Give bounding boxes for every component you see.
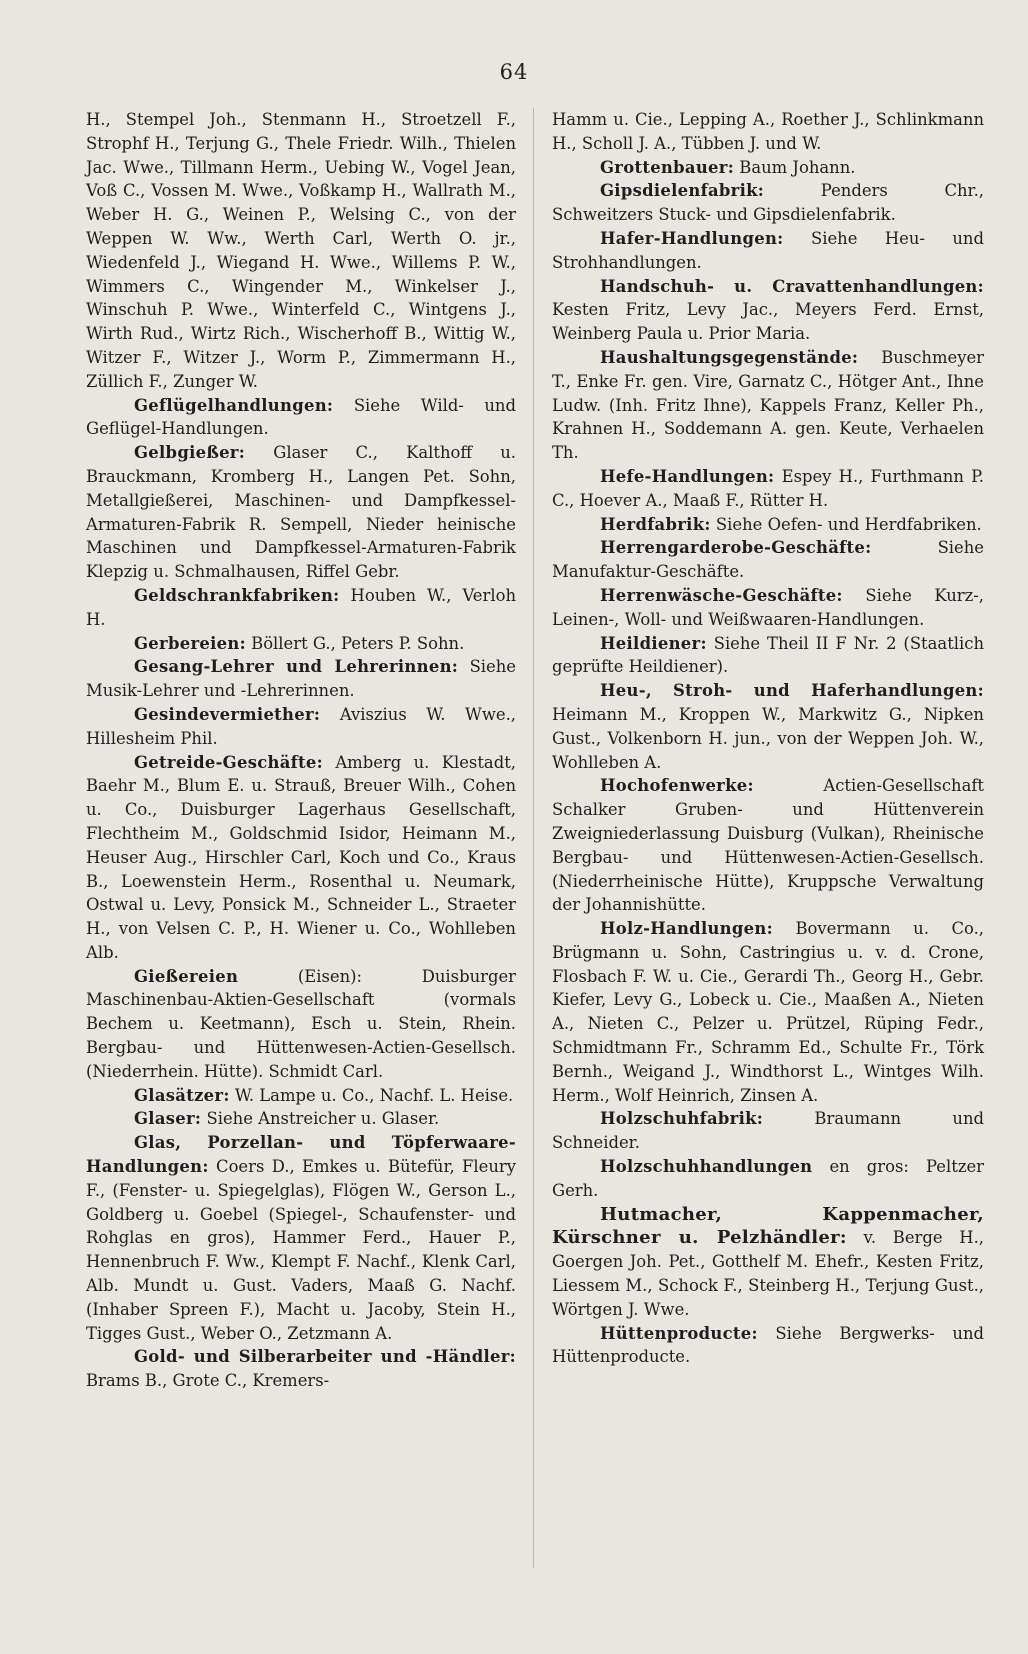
entry-body: Siehe Wild- und Geflügel-Handlungen. xyxy=(86,395,516,439)
entry-body: Coers D., Emkes u. Bütefür, Fleury F., (Fenster- u. Spiegelglas), Flögen W., Gerson L., Goldberg u. Goebel (Spiegel-, Schaufenster- und Rohglas en gros), Hammer Ferd., Hauer P., Hennenbruch F. Ww., Klempt F. Nachf., Klenk Carl, Alb. Mundt u. Gust. Vaders, Maaß G. Nachf. (Inhaber Spreen F.), Macht u. Jacoby, Stein H., Tigges Gust., Weber O., Zetzmann A. xyxy=(86,1157,516,1343)
entry-body: Brams B., Grote C., Kremers- xyxy=(86,1371,330,1391)
entry-body: Heimann M., Kroppen W., Markwitz G., Nipken Gust., Volkenborn H. jun., von der Weppen Joh. W., Wohlleben A. xyxy=(552,704,984,772)
directory-entry xyxy=(552,632,984,680)
entry-heading: Heu-, Stroh- und Haferhandlungen: xyxy=(600,681,984,701)
entry-body: Espey H., Furthmann P. C., Hoever A., Maaß F., Rütter H. xyxy=(552,466,984,510)
directory-entry xyxy=(86,108,516,394)
entry-heading: Hutmacher, Kappenmacher, Kürschner u. Pelzhändler: xyxy=(552,1203,984,1249)
directory-entry xyxy=(86,394,516,442)
entry-heading: Hüttenproducte: xyxy=(600,1323,758,1343)
entry-heading: Hefe-Handlungen: xyxy=(600,466,775,486)
entry-body: Penders Chr., Schweitzers Stuck- und Gipsdielenfabrik. xyxy=(552,181,984,225)
entry-body: Siehe Manufaktur-Geschäfte. xyxy=(552,538,984,582)
entry-body: Siehe Heu- und Strohhandlungen. xyxy=(552,228,984,272)
left-column xyxy=(86,108,516,1393)
directory-entry xyxy=(86,965,516,1084)
entry-body: Buschmeyer T., Enke Fr. gen. Vire, Garnatz C., Hötger Ant., Ihne Ludw. (Inh. Fritz Ihne), Kappels Franz, Keller Ph., Krahnen H., Soddemann A. gen. Keute, Verhaelen Th. xyxy=(552,347,984,463)
directory-entry xyxy=(552,679,984,774)
directory-entry xyxy=(86,751,516,965)
entry-heading: Glas, Porzellan- und Töpferwaare-Handlungen: xyxy=(86,1133,516,1177)
entry-heading: Glaser: xyxy=(134,1109,202,1129)
entry-heading: Gesindevermiether: xyxy=(134,704,321,724)
entry-body: Bovermann u. Co., Brügmann u. Sohn, Castringius u. v. d. Crone, Flosbach F. W. u. Cie., Gerardi Th., Georg H., Gebr. Kiefer, Levy G., Lobeck u. Cie., Maaßen A., Nieten A., Nieten C., Pelzer u. Prützel, Rüping Fedr., Schmidtmann Fr., Schramm Ed., Schulte Fr., Törk Bernh., Weigand J., Windthorst L., Wintges Wilh. Herm., Wolf Heinrich, Zinsen A. xyxy=(552,919,984,1105)
entry-heading: Gerbereien: xyxy=(134,633,246,653)
entry-heading: Glasätzer: xyxy=(134,1085,230,1105)
directory-entry xyxy=(86,1084,516,1108)
entry-body: Kesten Fritz, Levy Jac., Meyers Ferd. Ernst, Weinberg Paula u. Prior Maria. xyxy=(552,300,984,344)
directory-entry xyxy=(552,1107,984,1155)
directory-entry xyxy=(86,584,516,632)
entry-body: Braumann und Schneider. xyxy=(552,1109,984,1153)
entry-body: Hamm u. Cie., Lepping A., Roether J., Schlinkmann H., Scholl J. A., Tübben J. und W. xyxy=(552,110,984,153)
entry-body: Böllert G., Peters P. Sohn. xyxy=(245,633,465,653)
entry-body: v. Berge H., Goergen Joh. Pet., Gotthelf M. Ehefr., Kesten Fritz, Liessem M., Schock F., Steinberg H., Terjung Gust., Wörtgen J. Wwe. xyxy=(552,1228,984,1319)
directory-entry xyxy=(86,1107,516,1131)
entry-heading: Holzschuhfabrik: xyxy=(600,1109,764,1129)
column-divider xyxy=(533,108,534,1568)
page-number: 64 xyxy=(499,60,529,84)
right-column xyxy=(552,108,984,1369)
entry-heading: Gold- und Silberarbeiter und -Händler: xyxy=(134,1347,516,1367)
entry-body: Siehe Anstreicher u. Glaser. xyxy=(201,1109,440,1129)
directory-entry xyxy=(86,1345,516,1393)
directory-entry xyxy=(552,774,984,917)
directory-entry xyxy=(552,465,984,513)
directory-entry xyxy=(552,108,984,156)
directory-entry xyxy=(552,1203,984,1322)
directory-entry xyxy=(552,275,984,346)
entry-body: Amberg u. Klestadt, Baehr M., Blum E. u. Strauß, Breuer Wilh., Cohen u. Co., Duisburger Lagerhaus Gesellschaft, Flechtheim M., Goldschmid Isidor, Heimann M., Heuser Aug., Hirschler Carl, Koch und Co., Kraus B., Loewenstein Herm., Rosenthal u. Neumark, Ostwal u. Levy, Ponsick M., Schneider L., Straeter H., von Velsen C. P., H. Wiener u. Co., Wohlleben Alb. xyxy=(86,752,516,962)
entry-heading: Getreide-Geschäfte: xyxy=(134,752,323,772)
entry-body: Glaser C., Kalthoff u. Brauckmann, Kromberg H., Langen Pet. Sohn, Metallgießerei, Maschinen- und Dampfkessel-Armaturen-Fabrik R. Sempell, Nieder heinische Maschinen und Dampfkessel-Armaturen-Fabrik Klepzig u. Schmalhausen, Riffel Gebr. xyxy=(86,443,516,582)
directory-entry xyxy=(552,584,984,632)
directory-entry xyxy=(86,441,516,584)
entry-heading: Hafer-Handlungen: xyxy=(600,228,784,248)
entry-body: H., Stempel Joh., Stenmann H., Stroetzell F., Strophf H., Terjung G., Thele Friedr. Wilh., Thielen Jac. Wwe., Tillmann Herm., Uebing W., Vogel Jean, Voß C., Vossen M. Wwe., Voßkamp H., Wallrath M., Weber H. G., Weinen P., Welsing C., von der Weppen W. Ww., Werth Carl, Werth O. jr., Wiedenfeld J., Wiegand H. Wwe., Willems P. W., Wimmers C., Wingender M., Winkelser J., Winschuh P. Wwe., Winterfeld C., Wintgens J., Wirth Rud., Wirtz Rich., Wischerhoff B., Wittig W., Witzer F., Witzer J., Worm P., Zimmermann H., Züllich F., Zunger W. xyxy=(86,110,516,391)
entry-heading: Holzschuhhandlungen xyxy=(600,1157,813,1177)
entry-body: Siehe Theil II F Nr. 2 (Staatlich geprüfte Heildiener). xyxy=(552,633,984,677)
entry-body: Siehe Bergwerks- und Hüttenproducte. xyxy=(552,1323,984,1367)
directory-entry xyxy=(86,655,516,703)
entry-heading: Geflügelhandlungen: xyxy=(134,395,334,415)
entry-heading: Herrengarderobe-Geschäfte: xyxy=(600,538,872,558)
directory-entry xyxy=(552,227,984,275)
entry-heading: Holz-Handlungen: xyxy=(600,919,773,939)
entry-body: W. Lampe u. Co., Nachf. L. Heise. xyxy=(229,1085,514,1105)
entry-body: Actien-Gesellschaft Schalker Gruben- und Hüttenverein Zweigniederlassung Duisburg (Vulkan), Rheinische Bergbau- und Hüttenwesen-Actien-Gesellsch. (Niederrheinische Hütte), Kruppsche Verwaltung der Johannishütte. xyxy=(552,776,984,915)
directory-entry xyxy=(552,513,984,537)
directory-entry xyxy=(552,179,984,227)
entry-body: (Eisen): Duisburger Maschinenbau-Aktien-Gesellschaft (vormals Bechem u. Keetmann), Esch u. Stein, Rhein. Bergbau- und Hüttenwesen-Actien-Gesellsch. (Niederrhein. Hütte). Schmidt Carl. xyxy=(86,966,516,1081)
entry-heading: Grottenbauer: xyxy=(600,157,735,177)
entry-heading: Heildiener: xyxy=(600,633,707,653)
entry-heading: Gesang-Lehrer und Lehrerinnen: xyxy=(134,657,459,677)
entry-body: Aviszius W. Wwe., Hillesheim Phil. xyxy=(86,704,516,748)
entry-heading: Gelbgießer: xyxy=(134,443,246,463)
directory-entry xyxy=(552,917,984,1107)
entry-body: Siehe Musik-Lehrer und -Lehrerinnen. xyxy=(86,657,516,701)
entry-body: Siehe Oefen- und Herdfabriken. xyxy=(710,514,982,534)
directory-entry xyxy=(552,536,984,584)
directory-entry xyxy=(552,346,984,465)
directory-entry xyxy=(552,156,984,180)
entry-body: Houben W., Verloh H. xyxy=(86,585,516,629)
entry-heading: Handschuh- u. Cravattenhandlungen: xyxy=(600,276,984,296)
entry-body: Siehe Kurz-, Leinen-, Woll- und Weißwaaren-Handlungen. xyxy=(552,585,984,629)
entry-heading: Herrenwäsche-Geschäfte: xyxy=(600,585,843,605)
entry-heading: Gießereien xyxy=(134,966,239,986)
directory-entry xyxy=(86,632,516,656)
directory-entry xyxy=(552,1322,984,1370)
entry-body: Baum Johann. xyxy=(734,157,856,177)
directory-entry xyxy=(86,703,516,751)
entry-heading: Geldschrankfabriken: xyxy=(134,585,340,605)
entry-heading: Herdfabrik: xyxy=(600,514,711,534)
directory-entry xyxy=(86,1131,516,1345)
directory-entry xyxy=(552,1155,984,1203)
entry-heading: Haushaltungsgegenstände: xyxy=(600,347,859,367)
entry-heading: Hochofenwerke: xyxy=(600,776,754,796)
entry-body: en gros: Peltzer Gerh. xyxy=(552,1157,984,1200)
entry-heading: Gipsdielenfabrik: xyxy=(600,181,765,201)
